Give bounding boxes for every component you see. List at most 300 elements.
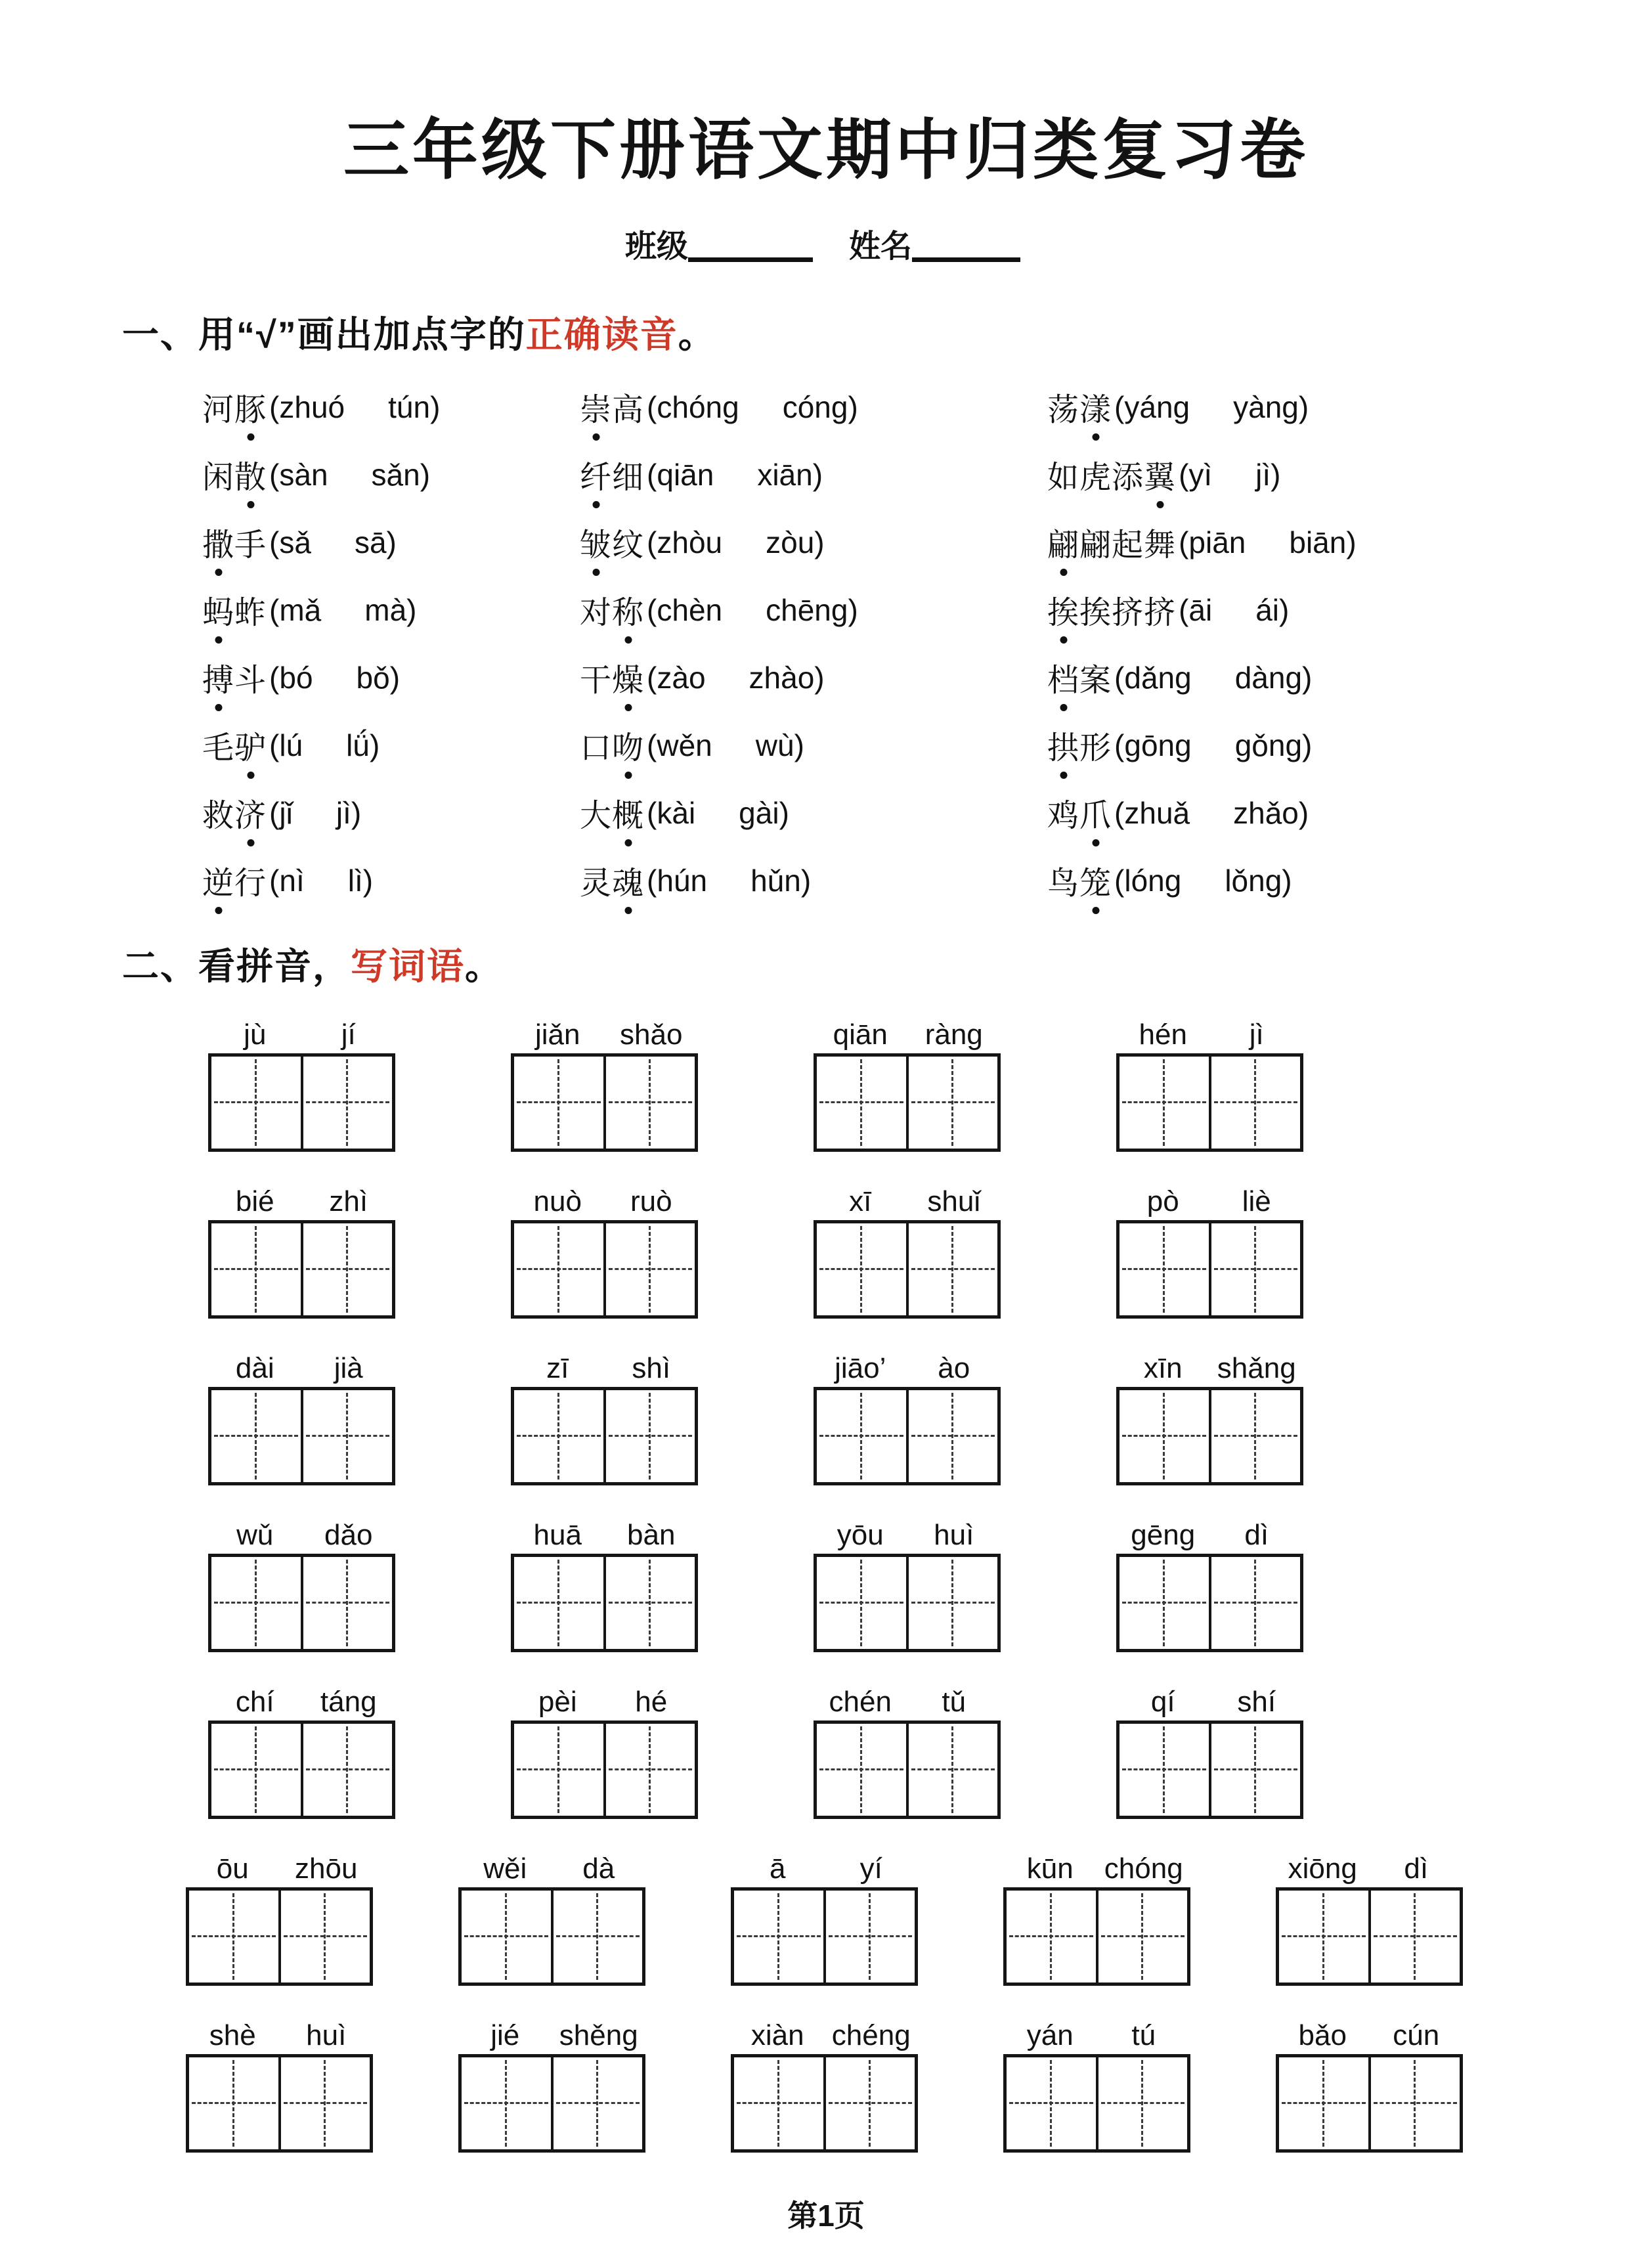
hanzi-char: 对: [580, 596, 613, 630]
pinyin-label: [208, 1350, 395, 1387]
pinyin-label: [208, 1684, 395, 1720]
pinyin-word-unit: [814, 1183, 1001, 1319]
pinyin-option-2: jì: [336, 795, 351, 830]
word-column-1: [202, 373, 580, 914]
pinyin-word-row: [186, 2017, 1463, 2153]
pinyin-option-1: bó: [279, 660, 313, 695]
writing-cell: [189, 2057, 278, 2149]
writing-cell: [1119, 1557, 1209, 1649]
pinyin-syllable-1: jiǎn: [535, 1019, 580, 1051]
pinyin-label: [1116, 1183, 1303, 1220]
pinyin-word-row: [208, 1517, 1303, 1652]
page-title: 三年级下册语文期中归类复习卷: [343, 114, 1309, 187]
pinyin-syllable-1: pò: [1146, 1185, 1179, 1217]
hanzi-char: 挨: [1079, 596, 1112, 630]
pinyin-label: [458, 1851, 645, 1887]
writing-cell: [817, 1057, 906, 1149]
pinyin-word-unit: [511, 1350, 698, 1485]
pinyin-option-1: zhuǎ: [1124, 795, 1190, 830]
pinyin-syllable-1: zī: [546, 1352, 569, 1384]
hanzi-char-dotted: 档: [1047, 655, 1079, 700]
hanzi-char: 闲: [202, 460, 235, 495]
writing-cell: [301, 1724, 393, 1816]
pinyin-option-2: gǒng: [1234, 728, 1303, 762]
word-hanzi: [1047, 587, 1176, 632]
writing-cell: [603, 1057, 695, 1149]
writing-cell: [278, 1891, 370, 1983]
pinyin-label: [511, 1517, 698, 1554]
writing-cell: [551, 2057, 643, 2149]
pinyin-option-1: piān: [1188, 525, 1246, 559]
writing-cell: [603, 1724, 695, 1816]
word-pinyin: (gōng gǒng): [1114, 728, 1313, 762]
pinyin-option-2: wù: [755, 728, 794, 762]
hanzi-char-dotted: 崇: [580, 384, 612, 429]
pinyin-label: [511, 1183, 698, 1220]
word-pinyin: (jǐ jì): [269, 795, 362, 830]
writing-box: [458, 1887, 645, 1986]
pinyin-option-2: mà: [364, 592, 407, 627]
writing-box: [1276, 2054, 1463, 2153]
pinyin-label: [511, 1017, 698, 1053]
pinyin-label: [1003, 2017, 1190, 2054]
writing-box: [731, 2054, 918, 2153]
word-entry: [202, 644, 580, 711]
pinyin-syllable-1: qí: [1150, 1686, 1175, 1718]
word-hanzi: [580, 519, 644, 565]
pinyin-syllable-1: ōu: [216, 1852, 249, 1885]
pinyin-syllable-1: jié: [490, 2019, 520, 2051]
writing-cell: [1119, 1724, 1209, 1816]
pinyin-label: [186, 2017, 373, 2054]
writing-cell: [1007, 1891, 1096, 1983]
pinyin-option-1: sǎ: [279, 525, 311, 559]
name-blank-line: [912, 226, 1020, 262]
word-hanzi: [580, 452, 644, 497]
hanzi-char: 如: [1047, 460, 1080, 495]
hanzi-char: 口: [580, 731, 613, 766]
word-entry: [202, 711, 580, 779]
word-hanzi: [580, 722, 644, 768]
writing-cell: [189, 1891, 278, 1983]
word-entry: [580, 779, 1047, 846]
pinyin-syllable-2: ruò: [630, 1185, 672, 1217]
hanzi-char-dotted: 翩: [1047, 519, 1079, 565]
pinyin-option-1: qiān: [657, 457, 714, 492]
word-pinyin: (hún hǔn): [647, 863, 812, 898]
pinyin-label: [1116, 1017, 1303, 1053]
section1-heading: [122, 306, 716, 359]
word-hanzi: [202, 384, 267, 429]
pinyin-word-row: [208, 1183, 1303, 1319]
hanzi-char-dotted: 笼: [1079, 858, 1112, 903]
pinyin-label: [1116, 1350, 1303, 1387]
pinyin-syllable-1: bǎo: [1298, 2019, 1347, 2051]
pinyin-syllable-2: dà: [582, 1852, 615, 1885]
pinyin-option-1: gōng: [1124, 728, 1192, 762]
pinyin-option-2: jì: [1255, 457, 1271, 492]
word-entry: [202, 576, 580, 644]
pinyin-syllable-1: shè: [209, 2019, 256, 2051]
hanzi-char: 细: [612, 460, 645, 495]
writing-box: [814, 1720, 1001, 1819]
writing-box: [511, 1387, 698, 1485]
pinyin-syllable-2: jì: [1249, 1019, 1264, 1051]
hanzi-char-dotted: 吻: [612, 722, 644, 768]
writing-box: [208, 1053, 395, 1152]
pinyin-syllable-2: shí: [1237, 1686, 1276, 1718]
pinyin-word-unit: [1003, 1851, 1190, 1986]
class-label: 班级: [624, 229, 688, 264]
word-hanzi: [202, 790, 267, 835]
section2-period: 。: [465, 946, 503, 987]
pinyin-label: [814, 1017, 1001, 1053]
pinyin-label: [511, 1684, 698, 1720]
pinyin-option-1: kài: [657, 795, 696, 830]
word-hanzi: [1047, 655, 1112, 700]
pinyin-option-1: yáng: [1124, 389, 1190, 424]
pinyin-syllable-2: bàn: [627, 1519, 676, 1551]
writing-cell: [823, 2057, 915, 2149]
pinyin-word-unit: [458, 2017, 645, 2153]
writing-box: [208, 1554, 395, 1652]
writing-cell: [1209, 1057, 1301, 1149]
writing-cell: [462, 2057, 551, 2149]
writing-cell: [1119, 1057, 1209, 1149]
pinyin-syllable-2: dì: [1244, 1519, 1269, 1551]
hanzi-char-dotted: 搏: [202, 655, 234, 700]
writing-cell: [906, 1390, 998, 1482]
hanzi-char: 荡: [1047, 393, 1080, 427]
word-hanzi: [580, 790, 644, 835]
writing-box: [814, 1220, 1001, 1319]
word-pinyin: (nì lì): [269, 863, 374, 898]
word-entry: [580, 508, 1047, 576]
word-hanzi: [202, 722, 267, 768]
pinyin-syllable-2: shǎo: [620, 1019, 683, 1051]
word-hanzi: [202, 587, 267, 632]
pinyin-syllable-2: táng: [320, 1686, 377, 1718]
word-entry: [580, 846, 1047, 914]
section2-heading: [122, 938, 503, 990]
writing-cell: [734, 1891, 823, 1983]
pinyin-syllable-1: gēng: [1131, 1519, 1196, 1551]
writing-box: [511, 1554, 698, 1652]
word-entry: [1047, 373, 1626, 441]
pinyin-word-unit: [208, 1350, 395, 1485]
writing-box: [731, 1887, 918, 1986]
pinyin-syllable-2: chóng: [1104, 1852, 1183, 1885]
hanzi-char: 手: [234, 528, 267, 563]
pinyin-word-unit: [731, 1851, 918, 1986]
pinyin-word-unit: [511, 1183, 698, 1319]
hanzi-char: 鸡: [1047, 799, 1080, 833]
word-entry: [1047, 576, 1626, 644]
word-hanzi: [202, 655, 267, 700]
word-pinyin: (sàn sǎn): [269, 457, 431, 492]
word-entry: [1047, 508, 1626, 576]
word-hanzi: [202, 452, 267, 497]
word-pinyin: (bó bǒ): [269, 660, 401, 695]
writing-box: [1116, 1554, 1303, 1652]
hanzi-char-dotted: 皱: [580, 519, 612, 565]
pinyin-word-row: [208, 1017, 1303, 1152]
hanzi-char-dotted: 蚂: [202, 587, 234, 632]
writing-cell: [301, 1057, 393, 1149]
writing-box: [1003, 2054, 1190, 2153]
writing-cell: [817, 1390, 906, 1482]
hanzi-char-dotted: 豚: [234, 384, 267, 429]
word-pinyin: (zào zhào): [647, 660, 825, 695]
section2-instruction: 看拼音，: [198, 946, 351, 987]
writing-cell: [211, 1223, 301, 1315]
pinyin-option-2: lǒng: [1225, 863, 1282, 898]
writing-box: [814, 1387, 1001, 1485]
hanzi-char: 大: [580, 799, 613, 833]
word-entry: [202, 373, 580, 441]
hanzi-char-dotted: 逆: [202, 858, 234, 903]
word-pinyin: (dǎng dàng): [1114, 660, 1313, 695]
writing-cell: [211, 1724, 301, 1816]
pinyin-syllable-2: shǎng: [1217, 1352, 1296, 1384]
pinyin-word-unit: [511, 1517, 698, 1652]
pinyin-word-unit: [1276, 2017, 1463, 2153]
word-entry: [580, 373, 1047, 441]
pinyin-syllable-1: kūn: [1026, 1852, 1074, 1885]
word-pinyin: (qiān xiān): [647, 457, 823, 492]
word-pinyin: (zhuǎ zhǎo): [1114, 795, 1309, 830]
writing-cell: [906, 1223, 998, 1315]
word-entry: [202, 779, 580, 846]
pinyin-syllable-2: jià: [334, 1352, 363, 1384]
word-hanzi: [1047, 384, 1112, 429]
hanzi-char: 斗: [234, 663, 267, 698]
pinyin-word-unit: [511, 1684, 698, 1819]
pinyin-word-unit: [1116, 1684, 1303, 1819]
pinyin-syllable-1: nuò: [533, 1185, 582, 1217]
pinyin-syllable-2: shěng: [559, 2019, 638, 2051]
writing-cell: [1096, 2057, 1188, 2149]
pinyin-syllable-1: ā: [770, 1852, 786, 1885]
pinyin-option-2: biān: [1289, 525, 1347, 559]
pinyin-syllable-1: yán: [1026, 2019, 1074, 2051]
word-pinyin: (yáng yàng): [1114, 389, 1309, 424]
word-entry: [202, 508, 580, 576]
section1-number: 一、: [122, 314, 198, 355]
writing-cell: [278, 2057, 370, 2149]
page-number: 第1页: [787, 2199, 865, 2233]
writing-cell: [1209, 1223, 1301, 1315]
pinyin-option-2: lǘ: [346, 728, 370, 762]
word-pinyin: (mǎ mà): [269, 592, 417, 627]
pinyin-option-1: āi: [1188, 592, 1213, 627]
writing-cell: [301, 1390, 393, 1482]
pinyin-syllable-2: tǔ: [942, 1686, 967, 1718]
hanzi-char-dotted: 济: [234, 790, 267, 835]
pinyin-label: [511, 1350, 698, 1387]
word-hanzi: [580, 384, 644, 429]
word-pinyin: (āi ái): [1179, 592, 1290, 627]
pinyin-label: [208, 1517, 395, 1554]
pinyin-syllable-2: ào: [938, 1352, 970, 1384]
writing-cell: [211, 1057, 301, 1149]
pinyin-word-unit: [1276, 1851, 1463, 1986]
hanzi-char-dotted: 挨: [1047, 587, 1079, 632]
writing-cell: [301, 1557, 393, 1649]
word-hanzi: [1047, 519, 1176, 565]
word-entry: [1047, 441, 1626, 508]
section2-instruction-red: 写词语: [351, 946, 465, 987]
writing-box: [1116, 1387, 1303, 1485]
pinyin-label: [731, 1851, 918, 1887]
pinyin-option-1: nì: [279, 863, 305, 898]
pinyin-option-1: zào: [657, 660, 706, 695]
writing-cell: [1119, 1390, 1209, 1482]
pinyin-word-unit: [814, 1517, 1001, 1652]
name-label: 姓名: [849, 229, 913, 264]
hanzi-char: 案: [1079, 663, 1112, 698]
word-entry: [1047, 846, 1626, 914]
writing-cell: [301, 1223, 393, 1315]
writing-box: [511, 1720, 698, 1819]
hanzi-char-dotted: 概: [612, 790, 644, 835]
pinyin-label: [814, 1684, 1001, 1720]
pinyin-syllable-1: wěi: [483, 1852, 527, 1885]
hanzi-char-dotted: 纤: [580, 452, 612, 497]
pinyin-option-1: zhòu: [657, 525, 723, 559]
pinyin-label: [814, 1517, 1001, 1554]
hanzi-char: 鸟: [1047, 866, 1080, 901]
hanzi-char: 干: [580, 663, 613, 698]
hanzi-char: 行: [234, 866, 267, 901]
writing-cell: [734, 2057, 823, 2149]
pinyin-syllable-1: wǔ: [236, 1519, 274, 1551]
hanzi-char: 灵: [580, 866, 613, 901]
pinyin-option-1: lú: [279, 728, 303, 762]
pinyin-option-2: lì: [347, 863, 363, 898]
pinyin-label: [1003, 1851, 1190, 1887]
pinyin-syllable-1: pèi: [538, 1686, 577, 1718]
pinyin-option-2: zhào: [749, 660, 815, 695]
pinyin-option-1: wěn: [657, 728, 712, 762]
word-entry: [580, 441, 1047, 508]
word-entry: [580, 644, 1047, 711]
pinyin-option-1: chèn: [657, 592, 723, 627]
hanzi-char: 形: [1079, 731, 1112, 766]
hanzi-char-dotted: 魂: [612, 858, 644, 903]
pinyin-option-1: lóng: [1124, 863, 1182, 898]
pinyin-label: [814, 1350, 1001, 1387]
writing-box: [814, 1053, 1001, 1152]
writing-cell: [906, 1724, 998, 1816]
hanzi-char: 救: [202, 799, 235, 833]
writing-cell: [1209, 1390, 1301, 1482]
pronunciation-choice-grid: [202, 373, 1626, 914]
pinyin-syllable-2: huì: [934, 1519, 974, 1551]
pinyin-option-2: tún: [388, 389, 431, 424]
writing-box: [814, 1554, 1001, 1652]
pinyin-label: [208, 1183, 395, 1220]
writing-box: [1276, 1887, 1463, 1986]
writing-cell: [1119, 1223, 1209, 1315]
hanzi-char: 高: [612, 393, 645, 427]
writing-box: [208, 1220, 395, 1319]
word-hanzi: [1047, 722, 1112, 768]
pinyin-syllable-2: tú: [1131, 2019, 1156, 2051]
hanzi-char: 挤: [1144, 596, 1177, 630]
pinyin-option-2: dàng: [1234, 660, 1303, 695]
writing-cell: [514, 1057, 603, 1149]
pinyin-label: [1276, 2017, 1463, 2054]
pinyin-option-2: cóng: [782, 389, 848, 424]
writing-cell: [906, 1557, 998, 1649]
word-pinyin: (lóng lǒng): [1114, 863, 1292, 898]
writing-cell: [211, 1390, 301, 1482]
pinyin-word-row: [208, 1350, 1303, 1485]
word-entry: [1047, 711, 1626, 779]
pinyin-word-unit: [1116, 1183, 1303, 1319]
word-entry: [580, 711, 1047, 779]
pinyin-syllable-2: jí: [341, 1019, 356, 1051]
writing-box: [1116, 1053, 1303, 1152]
pinyin-label: [458, 2017, 645, 2054]
hanzi-char-dotted: 驴: [234, 722, 267, 768]
pinyin-syllable-1: chí: [235, 1686, 274, 1718]
word-hanzi: [1047, 452, 1176, 497]
class-blank-line: [688, 226, 813, 262]
pinyin-option-1: chóng: [657, 389, 739, 424]
pinyin-word-unit: [814, 1350, 1001, 1485]
writing-cell: [1209, 1557, 1301, 1649]
pinyin-syllable-2: shì: [632, 1352, 671, 1384]
writing-cell: [1279, 1891, 1368, 1983]
student-info-line: [0, 221, 1652, 266]
hanzi-char-dotted: 翼: [1144, 452, 1176, 497]
pinyin-syllable-1: chén: [829, 1686, 892, 1718]
pinyin-option-1: yì: [1188, 457, 1213, 492]
word-entry: [202, 441, 580, 508]
writing-box: [458, 2054, 645, 2153]
hanzi-char-dotted: 称: [612, 587, 644, 632]
word-pinyin: (sǎ sā): [269, 525, 397, 559]
pinyin-syllable-1: xiōng: [1288, 1852, 1357, 1885]
writing-box: [1003, 1887, 1190, 1986]
writing-box: [1116, 1220, 1303, 1319]
pinyin-syllable-1: xiàn: [750, 2019, 804, 2051]
pinyin-word-unit: [1116, 1350, 1303, 1485]
word-hanzi: [202, 858, 267, 903]
pinyin-word-unit: [1116, 1517, 1303, 1652]
word-pinyin: (lú lǘ): [269, 728, 380, 762]
writing-cell: [1368, 2057, 1460, 2149]
pinyin-word-row: [208, 1684, 1303, 1819]
pinyin-syllable-2: shuǐ: [927, 1185, 981, 1217]
hanzi-char: 纹: [612, 528, 645, 563]
word-entry: [580, 576, 1047, 644]
pinyin-option-2: yàng: [1233, 389, 1299, 424]
word-column-2: [580, 373, 1047, 914]
pinyin-syllable-2: hé: [635, 1686, 668, 1718]
writing-cell: [817, 1724, 906, 1816]
word-pinyin: (kài gài): [647, 795, 789, 830]
pinyin-label: [814, 1183, 1001, 1220]
pinyin-option-1: sàn: [279, 457, 328, 492]
hanzi-char-dotted: 散: [234, 452, 267, 497]
pinyin-syllable-2: cún: [1393, 2019, 1440, 2051]
pinyin-word-row: [186, 1851, 1463, 1986]
pinyin-syllable-2: dì: [1404, 1852, 1429, 1885]
pinyin-option-2: sā: [354, 525, 387, 559]
